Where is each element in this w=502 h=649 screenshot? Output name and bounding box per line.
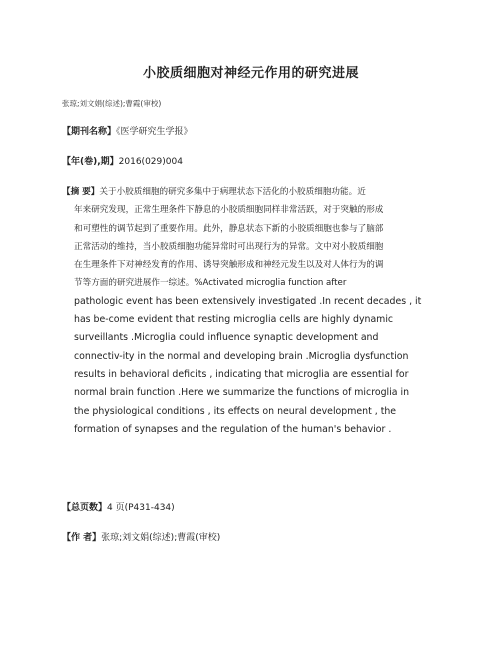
total-pages-field [62,500,175,513]
abstract-line: the physiological conditions , its effects on neural development , the [74,405,397,417]
journal-label: 【期刊名称】 [62,127,117,137]
total-pages-label: 【总页数】 [62,503,108,513]
author-byline: 张琼;刘文娟(综述);曹霞(审校) [62,99,162,108]
year-volume-issue-field [62,154,183,167]
journal-field [62,124,193,137]
abstract-line: connectiv-ity in the normal and developing brain .Microglia dysfunction [74,350,409,362]
year-volume-issue-label: 【年(卷),期】 [62,157,119,167]
abstract-block [62,183,434,439]
abstract-line: 正常活动的维持，当小胶质细胞功能异常时可出现行为的异常。文中对小胶质细胞 [74,241,384,252]
abstract-line: results in behavioral deficits , indicating that microglia are essential for [74,368,409,380]
abstract-line: surveillants .Microglia could influence synaptic development and [74,332,379,344]
abstract-label: 【摘 要】 [62,187,100,197]
paper-title: 小胶质细胞对神经元作用的研究进展 [142,66,359,81]
abstract-line: 【摘 要】关于小胶质细胞的研究多集中于病理状态下活化的小胶质细胞功能。近 [62,187,366,197]
abstract-line: 和可塑性的调节起到了重要作用。此外，静息状态下新的小胶质细胞也参与了脑部 [74,223,384,234]
abstract-line: has be-come evident that resting microglia cells are highly dynamic [74,314,394,326]
authors-field [62,530,220,543]
authors-label: 【作 者】 [62,533,102,543]
abstract-line: normal brain function .Here we summarize the functions of microglia in [74,387,410,399]
abstract-line: 节等方面的研究进展作一综述。%Activated microglia function after [74,278,347,289]
authors-value: 张琼;刘文娟(综述);曹霞(审校) [101,533,221,543]
abstract-line: pathologic event has been extensively investigated .In recent decades , it [74,295,422,307]
year-volume-issue-value: 2016(029)004 [118,157,183,167]
total-pages-value: 4 页(P431-434) [107,503,175,513]
abstract-line: 年来研究发现，正常生理条件下静息的小胶质细胞同样非常活跃，对于突触的形成 [74,205,384,216]
abstract-line: 在生理条件下对神经发育的作用、诱导突触形成和神经元发生以及对人体行为的调 [74,260,384,271]
journal-value: 《医学研究生学报》 [116,127,193,137]
abstract-line: formation of synapses and the regulation of the human's behavior . [74,423,392,435]
